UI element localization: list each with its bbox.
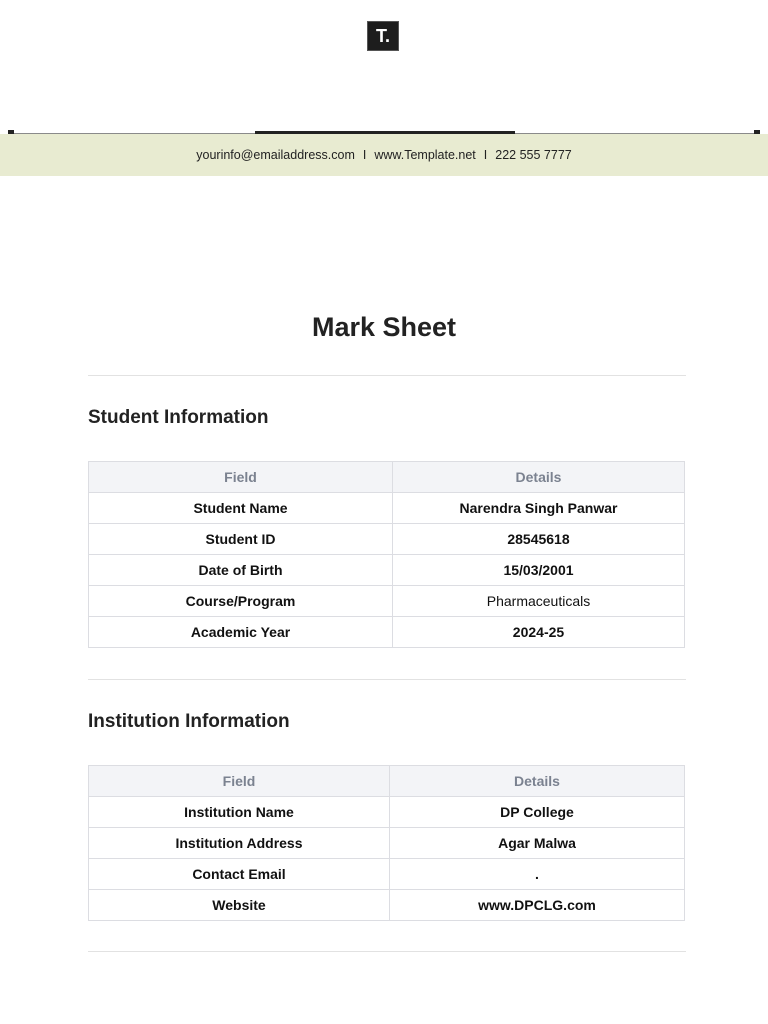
- table-row: [89, 493, 685, 524]
- field-cell: Date of Birth: [89, 555, 393, 586]
- section-divider: [88, 375, 686, 376]
- details-cell: Narendra Singh Panwar: [393, 493, 685, 524]
- details-cell: www.DPCLG.com: [390, 890, 685, 921]
- column-header-field: Field: [89, 766, 390, 797]
- contact-website[interactable]: www.Template.net: [374, 148, 476, 162]
- field-cell: Contact Email: [89, 859, 390, 890]
- table-row: [89, 859, 685, 890]
- table-row: [89, 555, 685, 586]
- field-cell: Institution Name: [89, 797, 390, 828]
- details-cell: Pharmaceuticals: [393, 586, 685, 617]
- institution-section-title: Institution Information: [88, 711, 290, 732]
- details-cell: Agar Malwa: [390, 828, 685, 859]
- table-row: [89, 524, 685, 555]
- table-row: [89, 890, 685, 921]
- field-cell: Website: [89, 890, 390, 921]
- institution-info-table: [88, 765, 685, 921]
- details-cell: .: [390, 859, 685, 890]
- section-divider: [88, 951, 686, 952]
- table-header-row: [89, 766, 685, 797]
- page-title: Mark Sheet: [311, 312, 457, 342]
- contact-phone: 222 555 7777: [495, 148, 572, 162]
- contact-email[interactable]: yourinfo@emailaddress.com: [196, 148, 355, 162]
- table-row: [89, 828, 685, 859]
- field-cell: Student ID: [89, 524, 393, 555]
- section-divider: [88, 679, 686, 680]
- table-header-row: [89, 462, 685, 493]
- details-cell: 15/03/2001: [393, 555, 685, 586]
- column-header-details: Details: [393, 462, 685, 493]
- table-row: [89, 586, 685, 617]
- table-row: [89, 797, 685, 828]
- field-cell: Student Name: [89, 493, 393, 524]
- details-cell: 28545618: [393, 524, 685, 555]
- column-header-details: Details: [390, 766, 685, 797]
- contact-bar: [0, 134, 768, 176]
- template-logo: T.: [367, 21, 399, 51]
- table-row: [89, 617, 685, 648]
- field-cell: Course/Program: [89, 586, 393, 617]
- details-cell: 2024-25: [393, 617, 685, 648]
- field-cell: Institution Address: [89, 828, 390, 859]
- field-cell: Academic Year: [89, 617, 393, 648]
- student-section-title: Student Information: [88, 407, 269, 428]
- contact-separator: I: [362, 148, 367, 162]
- student-info-table: [88, 461, 685, 648]
- contact-separator: I: [483, 148, 488, 162]
- column-header-field: Field: [89, 462, 393, 493]
- details-cell: DP College: [390, 797, 685, 828]
